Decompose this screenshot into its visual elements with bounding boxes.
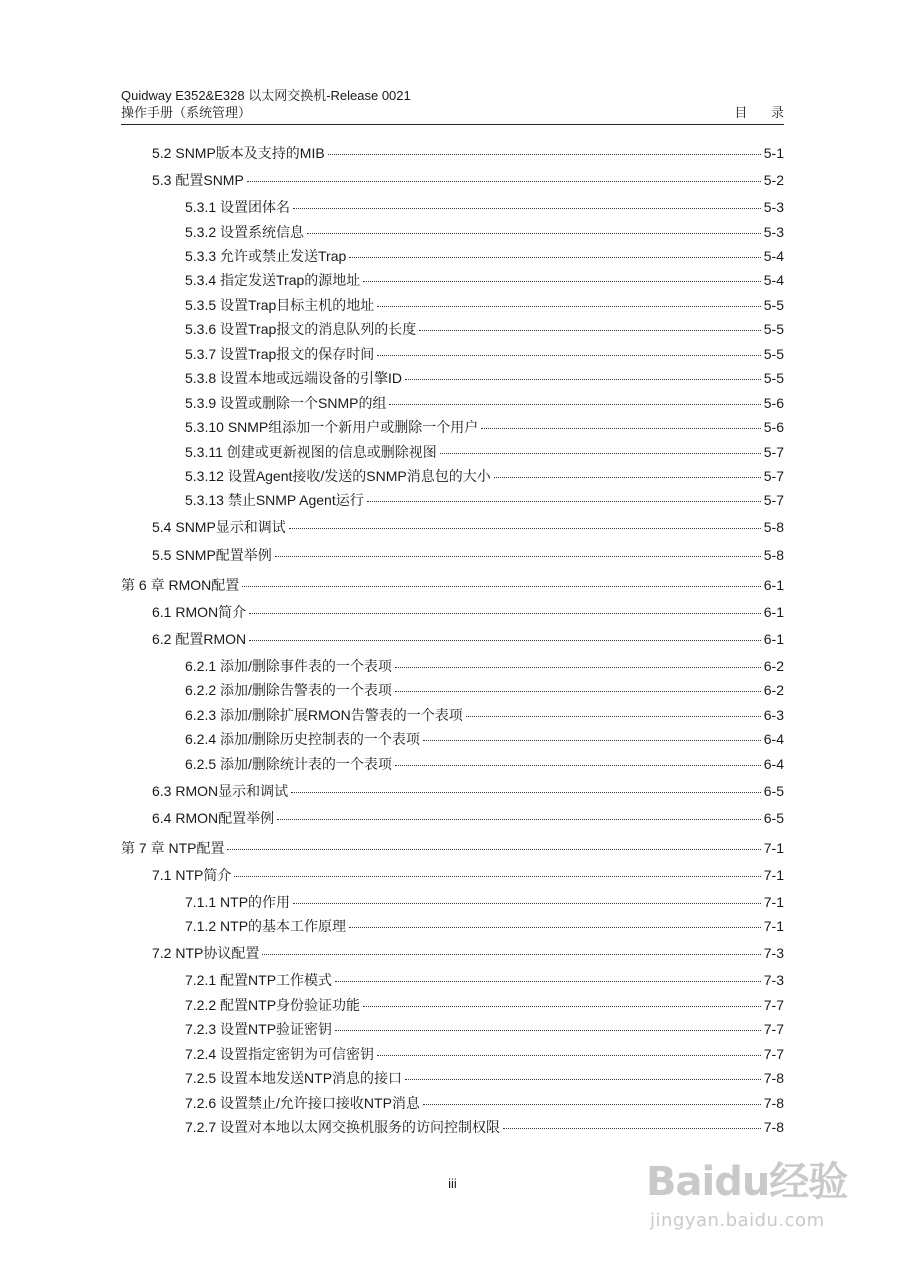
toc-subsection[interactable]: [185, 369, 784, 387]
toc-leader-dots: [440, 453, 761, 454]
toc-page-number: 6-4: [763, 755, 784, 772]
toc-subsection[interactable]: [185, 394, 784, 412]
toc-page-number: 6-1: [763, 576, 784, 593]
toc-leader-dots: [423, 1104, 761, 1105]
section-label: 目 录: [734, 105, 794, 120]
toc-leader-dots: [363, 281, 760, 282]
toc-leader-dots: [247, 181, 761, 182]
toc-subsection[interactable]: [185, 1118, 784, 1136]
toc-page-number: 5-3: [763, 199, 784, 216]
toc-page-number: 5-6: [763, 419, 784, 436]
toc-subsection[interactable]: [185, 1069, 784, 1087]
toc-label: 7.2.3 设置NTP验证密钥: [185, 1021, 333, 1038]
toc-section[interactable]: [152, 518, 784, 536]
toc-page-number: 5-7: [763, 467, 784, 484]
toc-label: 7.2.4 设置指定密钥为可信密钥: [185, 1045, 375, 1062]
toc-subsection[interactable]: [185, 296, 784, 314]
toc-subsection[interactable]: [185, 893, 784, 911]
toc-label: 第 7 章 NTP配置: [121, 839, 225, 856]
toc-page-number: 6-3: [763, 706, 784, 723]
toc-subsection[interactable]: [185, 223, 784, 241]
toc-leader-dots: [291, 792, 761, 793]
toc-label: 5.3.12 设置Agent接收/发送的SNMP消息包的大小: [185, 467, 491, 484]
toc-page-number: 6-1: [763, 630, 784, 647]
toc-section[interactable]: [152, 171, 784, 189]
toc-page-number: 7-7: [763, 1045, 784, 1062]
toc-page-number: 5-5: [763, 370, 784, 387]
toc-leader-dots: [293, 208, 761, 209]
toc-section[interactable]: [152, 546, 784, 564]
toc-label: 5.3.2 设置系统信息: [185, 223, 305, 240]
toc-leader-dots: [335, 1030, 761, 1031]
toc-page-number: 5-5: [763, 321, 784, 338]
toc-label: 6.4 RMON配置举例: [152, 809, 275, 826]
toc-page-number: 5-4: [763, 247, 784, 264]
toc-label: 6.2.3 添加/删除扩展RMON告警表的一个表项: [185, 706, 463, 723]
toc-leader-dots: [349, 257, 760, 258]
toc-leader-dots: [395, 765, 761, 766]
toc-label: 6.2 配置RMON: [152, 630, 247, 647]
toc-subsection[interactable]: [185, 320, 784, 338]
toc-leader-dots: [466, 716, 761, 717]
toc-label: 5.3.3 允许或禁止发送Trap: [185, 247, 347, 264]
toc-label: 5.2 SNMP版本及支持的MIB: [152, 145, 325, 161]
toc-label: 5.3.11 创建或更新视图的信息或删除视图: [185, 443, 437, 460]
toc-label: 6.2.2 添加/删除告警表的一个表项: [185, 682, 392, 699]
toc-page-number: 5-7: [763, 492, 784, 509]
toc-label: 7.2.5 设置本地发送NTP消息的接口: [185, 1070, 403, 1087]
toc-page-number: 7-8: [763, 1119, 784, 1135]
toc-label: 5.4 SNMP显示和调试: [152, 519, 286, 536]
toc-section[interactable]: [152, 866, 784, 884]
page-number: iii: [448, 1176, 457, 1191]
toc-leader-dots: [481, 428, 761, 429]
toc-page-number: 5-1: [763, 145, 784, 161]
toc-label: 6.2.4 添加/删除历史控制表的一个表项: [185, 731, 420, 748]
toc-page-number: 6-2: [763, 657, 784, 674]
toc-page-number: 5-2: [763, 172, 784, 189]
toc-leader-dots: [275, 556, 761, 557]
toc-label: 7.1.1 NTP的作用: [185, 893, 291, 910]
toc-subsection[interactable]: [185, 418, 784, 436]
toc-subsection[interactable]: [185, 971, 784, 989]
toc-subsection[interactable]: [185, 681, 784, 699]
toc-label: 6.2.1 添加/删除事件表的一个表项: [185, 657, 392, 674]
toc-label: 5.3.7 设置Trap报文的保存时间: [185, 345, 375, 362]
toc-page-number: 5-6: [763, 394, 784, 411]
toc-label: 5.3.5 设置Trap目标主机的地址: [185, 296, 375, 313]
toc-page-number: 7-7: [763, 996, 784, 1013]
toc-label: 5.3.13 禁止SNMP Agent运行: [185, 492, 364, 509]
watermark-logo: Baidu经验: [646, 1159, 848, 1205]
toc-page-number: 5-3: [763, 223, 784, 240]
toc-chapter[interactable]: [121, 839, 784, 857]
toc-page-number: 5-8: [763, 546, 784, 563]
toc-leader-dots: [395, 667, 761, 668]
toc-subsection[interactable]: [185, 271, 784, 289]
toc-page-number: 7-7: [763, 1021, 784, 1038]
toc-section[interactable]: [152, 144, 784, 162]
toc-label: 7.1 NTP简介: [152, 866, 232, 883]
toc-subsection[interactable]: [185, 345, 784, 363]
toc-section[interactable]: [152, 809, 784, 827]
toc-page-number: 5-8: [763, 519, 784, 536]
toc-label: 5.3.8 设置本地或远端设备的引擎ID: [185, 370, 403, 387]
watermark: [640, 1150, 860, 1250]
toc-leader-dots: [328, 154, 761, 155]
toc-label: 6.3 RMON显示和调试: [152, 782, 289, 799]
toc-section[interactable]: [152, 630, 784, 648]
toc-label: 6.2.5 添加/删除统计表的一个表项: [185, 755, 392, 772]
toc-leader-dots: [395, 691, 761, 692]
toc-page-number: 7-1: [763, 839, 784, 856]
toc-subsection[interactable]: [185, 730, 784, 748]
toc-leader-dots: [405, 1079, 761, 1080]
toc-subsection[interactable]: [185, 1094, 784, 1112]
toc-leader-dots: [419, 330, 760, 331]
toc-page-number: 5-5: [763, 345, 784, 362]
toc-label: 7.2 NTP协议配置: [152, 945, 260, 962]
toc-subsection[interactable]: [185, 198, 784, 216]
toc-page-number: 7-3: [763, 972, 784, 989]
toc-page-number: 7-1: [763, 893, 784, 910]
toc-label: 5.3.10 SNMP组添加一个新用户或删除一个用户: [185, 419, 479, 436]
toc-page-number: 7-1: [763, 918, 784, 935]
toc-subsection[interactable]: [185, 491, 784, 509]
toc-subsection[interactable]: [185, 1045, 784, 1063]
toc-label: 5.5 SNMP配置举例: [152, 546, 272, 563]
toc-page-number: 7-8: [763, 1070, 784, 1087]
toc-subsection[interactable]: [185, 755, 784, 773]
toc-leader-dots: [277, 819, 761, 820]
toc-label: 5.3.4 指定发送Trap的源地址: [185, 272, 361, 289]
toc-section[interactable]: [152, 603, 784, 621]
toc-page-number: 5-7: [763, 443, 784, 460]
toc-leader-dots: [377, 306, 760, 307]
toc-label: 6.1 RMON简介: [152, 603, 247, 620]
toc-leader-dots: [389, 404, 760, 405]
toc-leader-dots: [227, 849, 760, 850]
toc-leader-dots: [494, 477, 761, 478]
document-title: Quidway E352&E328 以太网交换机-Release 0021: [121, 88, 411, 103]
toc-leader-dots: [423, 740, 761, 741]
toc-page-number: 5-5: [763, 296, 784, 313]
toc-label: 7.2.2 配置NTP身份验证功能: [185, 996, 361, 1013]
toc-subsection[interactable]: [185, 996, 784, 1014]
toc-label: 第 6 章 RMON配置: [121, 576, 240, 593]
toc-label: 5.3 配置SNMP: [152, 172, 244, 189]
toc-label: 5.3.1 设置团体名: [185, 199, 291, 216]
toc-leader-dots: [262, 954, 760, 955]
toc-label: 5.3.9 设置或删除一个SNMP的组: [185, 394, 387, 411]
toc-leader-dots: [377, 355, 760, 356]
toc-label: 7.2.1 配置NTP工作模式: [185, 972, 333, 989]
toc-leader-dots: [242, 586, 761, 587]
toc-chapter[interactable]: [121, 576, 784, 594]
toc-page-number: 7-8: [763, 1094, 784, 1111]
toc-label: 7.2.7 设置对本地以太网交换机服务的访问控制权限: [185, 1119, 501, 1135]
toc-subsection[interactable]: [185, 657, 784, 675]
toc-leader-dots: [234, 876, 760, 877]
toc-page-number: 6-1: [763, 603, 784, 620]
toc-page-number: 7-1: [763, 866, 784, 883]
toc-leader-dots: [377, 1055, 761, 1056]
toc-section[interactable]: [152, 782, 784, 800]
toc-subsection[interactable]: [185, 467, 784, 485]
toc-subsection[interactable]: [185, 1020, 784, 1038]
toc-leader-dots: [293, 903, 761, 904]
toc-subsection[interactable]: [185, 443, 784, 461]
toc-leader-dots: [503, 1128, 761, 1129]
toc-label: 7.2.6 设置禁止/允许接口接收NTP消息: [185, 1094, 420, 1111]
toc-label: 5.3.6 设置Trap报文的消息队列的长度: [185, 321, 417, 338]
toc-leader-dots: [249, 613, 761, 614]
toc-leader-dots: [249, 640, 761, 641]
toc-page-number: 6-5: [763, 782, 784, 799]
watermark-url: jingyan.baidu.com: [650, 1210, 825, 1231]
toc-subsection[interactable]: [185, 706, 784, 724]
toc-page-number: 7-3: [763, 945, 784, 962]
toc-page-number: 6-4: [763, 731, 784, 748]
toc-leader-dots: [367, 501, 761, 502]
toc-page-number: 6-5: [763, 809, 784, 826]
toc-leader-dots: [289, 528, 761, 529]
toc-subsection[interactable]: [185, 247, 784, 265]
toc-leader-dots: [363, 1006, 761, 1007]
toc-leader-dots: [349, 927, 761, 928]
toc-leader-dots: [307, 233, 761, 234]
toc-leader-dots: [335, 981, 761, 982]
toc-leader-dots: [405, 379, 761, 380]
toc-page-number: 6-2: [763, 682, 784, 699]
toc-subsection[interactable]: [185, 917, 784, 935]
toc-label: 7.1.2 NTP的基本工作原理: [185, 918, 347, 935]
toc-page-number: 5-4: [763, 272, 784, 289]
document-subtitle: 操作手册（系统管理）: [121, 105, 252, 120]
toc-section[interactable]: [152, 944, 784, 962]
